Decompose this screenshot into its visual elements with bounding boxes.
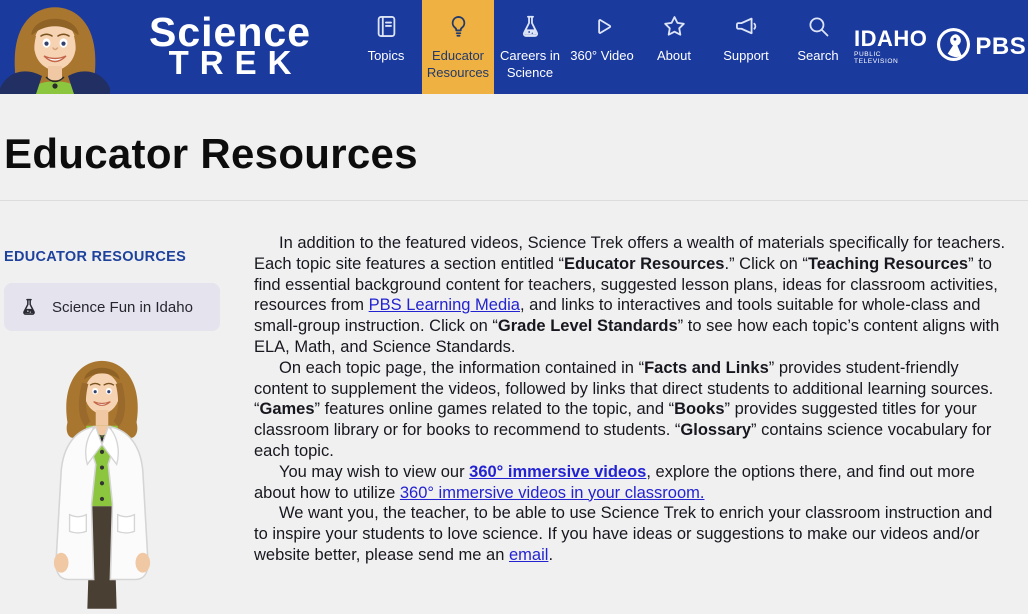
nav-item-search[interactable] xyxy=(782,0,854,94)
nav-item-label: 360° Video xyxy=(570,48,634,63)
idaho-logo-subtitle: PUBLIC TELEVISION xyxy=(854,51,899,65)
sidebar-title: EDUCATOR RESOURCES xyxy=(4,249,187,265)
flask-icon xyxy=(19,297,39,317)
nav-item-360-video[interactable] xyxy=(566,0,638,94)
nav-item-label: About xyxy=(657,48,691,63)
flask-icon xyxy=(517,13,544,40)
nav-item-support[interactable] xyxy=(710,0,782,94)
nav-item-label: Topics xyxy=(367,48,405,63)
sidebar-item-science-fun-in-idaho[interactable] xyxy=(4,283,220,331)
nav-item-label: Support xyxy=(723,48,769,63)
megaphone-icon xyxy=(733,13,760,40)
idaho-logo-text: IDAHO xyxy=(854,26,928,52)
search-icon xyxy=(805,13,832,40)
site-logo-line2: TREK xyxy=(168,43,303,81)
site-logo-line1: Science xyxy=(149,8,311,55)
paragraph: We want you, the teacher, to be able to use Science Trek to enrich your classroom instruction and to inspire your students to love science. If you have ideas or suggestions to make our videos and/or website better, please send me an email. xyxy=(254,504,993,564)
play-icon xyxy=(589,13,616,40)
inline-link[interactable]: PBS Learning Media xyxy=(368,296,520,315)
nav-item-label: Search xyxy=(797,48,839,63)
paragraph: On each topic page, the information contained in “Facts and Links” provides student-friendly content to supplement the videos, followed by links that direct students to additional learning sources. “Games” features online games related to the topic, and “Books” provides suggested titles for your classroom library or for books to recommend to students. “Glossary” contains science vocabulary for each topic. xyxy=(254,358,994,460)
pbs-logo-text: PBS xyxy=(975,33,1027,60)
content-area xyxy=(0,201,1028,614)
article xyxy=(254,201,1028,566)
nav-item-educator-resources[interactable] xyxy=(422,0,494,94)
page-title: Educator Resources xyxy=(4,130,418,177)
nav-item-label: Educator Resources xyxy=(426,48,490,80)
top-navbar xyxy=(0,0,1028,94)
book-icon xyxy=(373,13,400,40)
scientist-illustration xyxy=(34,347,170,614)
inline-link[interactable]: 360° immersive videos in your classroom. xyxy=(399,483,705,502)
star-icon xyxy=(661,13,688,40)
lightbulb-icon xyxy=(445,13,472,40)
pbs-head-icon xyxy=(936,27,971,67)
idaho-pbs-logo[interactable] xyxy=(854,0,1026,94)
page-header xyxy=(0,94,1028,200)
nav-item-about[interactable] xyxy=(638,0,710,94)
main-nav xyxy=(350,0,854,94)
host-avatar xyxy=(0,0,110,94)
inline-link[interactable]: email xyxy=(509,545,549,564)
sidebar-item-label: Science Fun in Idaho xyxy=(52,298,193,316)
paragraph: You may wish to view our 360° immersive videos, explore the options there, and find out more about how to utilize 360° immersive videos in your classroom. xyxy=(254,462,975,502)
site-logo[interactable] xyxy=(110,0,350,94)
paragraph: In addition to the featured videos, Science Trek offers a wealth of materials specifically for teachers. Each topic site features a section entitled “Educator Resources.” Click on “Teaching Resources” to find essential background content for teachers, suggested lesson plans, ideas for classroom activities, resources from PBS Learning Media, and links to interactives and tools suitable for whole-class and small-group instruction. Click on “Grade Level Standards” to see how each topic’s content aligns with ELA, Math, and Science Standards. xyxy=(254,234,1006,356)
inline-link[interactable]: 360° immersive videos xyxy=(469,462,647,481)
nav-item-careers-in-science[interactable] xyxy=(494,0,566,94)
nav-item-label: Careers in Science xyxy=(500,48,560,80)
nav-item-topics[interactable] xyxy=(350,0,422,94)
sidebar xyxy=(0,201,254,614)
